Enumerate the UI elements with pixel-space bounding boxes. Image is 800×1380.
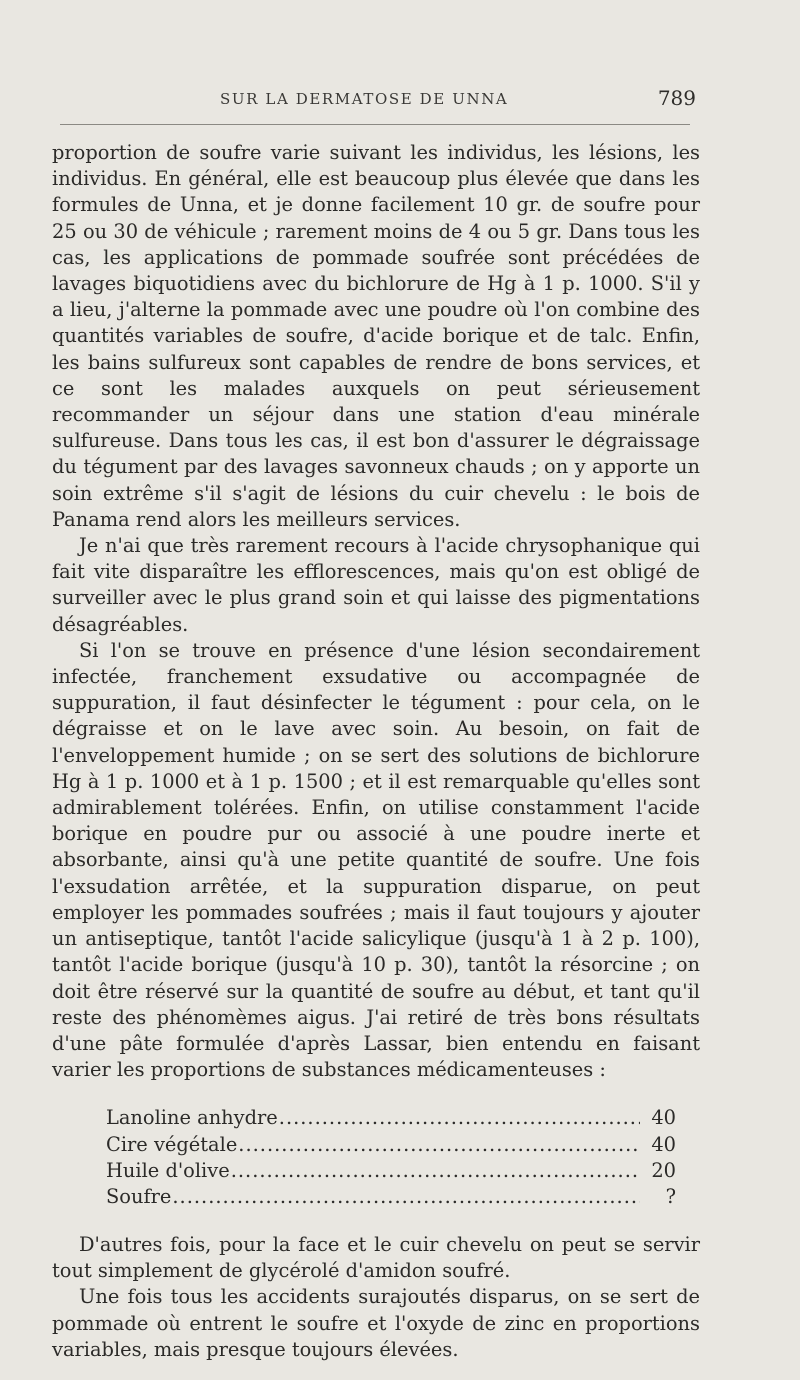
formula-quantity: 40 bbox=[651, 1106, 676, 1130]
page-header bbox=[52, 86, 696, 116]
formula-row bbox=[106, 1184, 676, 1210]
formula-quantity: 40 bbox=[651, 1132, 676, 1156]
paragraph: Si l'on se trouve en présence d'une lésion secondairement infectée, franchement exsudative ou accompagnée de suppuration, il faut désinfecter le tégument : pour cela, on le dégraisse et on le lave avec soin. Au besoin, on fait de l'enveloppement humide ; on se sert des solutions de bichlorure Hg à 1 p. 1000 et à 1 p. 1500 ; et il est remarquable qu'elles sont admirablement tolérées. Enfin, on utilise constamment l'acide borique en poudre pur ou associé à une poudre inerte et absorbante, ainsi qu'à une petite quantité de soufre. Une fois l'exsudation arrêtée, et la suppuration disparue, on peut employer les pommades soufrées ; mais il faut toujours y ajouter un antiseptique, tantôt l'acide salicylique (jusqu'à 1 à 2 p. 100), tantôt l'acide borique (jusqu'à 10 p. 30), tantôt la résorcine ; on doit être réservé sur la quantité de soufre au début, et tant qu'il reste des phénomèmes aigus. J'ai retiré de très bons résultats d'une pâte formulée d'après Lassar, bien entendu en faisant varier les proportions de substances médicamenteuses : bbox=[52, 638, 700, 1082]
formula-row bbox=[106, 1158, 676, 1184]
leader-dots bbox=[279, 1105, 640, 1131]
paragraph: Je n'ai que très rarement recours à l'acide chrysophanique qui fait vite disparaître les efflorescences, mais qu'on est obligé de surveiller avec le plus grand soin et qui laisse des pigmentations désagréables. bbox=[52, 534, 700, 636]
paragraph: Une fois tous les accidents surajoutés disparus, on se sert de pommade où entrent le soufre et l'oxyde de zinc en proportions variables, mais presque toujours élevées. bbox=[52, 1285, 700, 1361]
paragraph: D'autres fois, pour la face et le cuir chevelu on peut se servir tout simplement de glycérolé d'amidon soufré. bbox=[52, 1233, 700, 1283]
formula-quantity: 20 bbox=[651, 1158, 676, 1182]
header-rule bbox=[60, 124, 690, 125]
formula-ingredient: Cire végétale bbox=[106, 1132, 238, 1156]
page-number: 789 bbox=[657, 86, 696, 110]
leader-dots bbox=[231, 1158, 640, 1184]
formula-table bbox=[106, 1105, 676, 1210]
formula-row bbox=[106, 1105, 676, 1131]
formula-row bbox=[106, 1132, 676, 1158]
formula-ingredient: Lanoline anhydre bbox=[106, 1106, 278, 1130]
leader-dots bbox=[238, 1132, 640, 1158]
paragraph-continued: proportion de soufre varie suivant les individus, les lésions, les individus. En général, elle est beaucoup plus élevée que dans les formules de Unna, et je donne facilement 10 gr. de soufre pour 25 ou 30 de véhicule ; rarement moins de 4 ou 5 gr. Dans tous les cas, les applications de pommade soufrée sont précédées de lavages biquotidiens avec du bichlorure de Hg à 1 p. 1000. S'il y a lieu, j'alterne la pommade avec une poudre où l'on combine des quantités variables de soufre, d'acide borique et de talc. Enfin, les bains sulfureux sont capables de rendre de bons services, et ce sont les malades auxquels on peut sérieusement recommander un séjour dans une station d'eau minérale sulfureuse. Dans tous les cas, il est bon d'assurer le dégraissage du tégument par des lavages savonneux chauds ; on y apporte un soin extrême s'il s'agit de lésions du cuir chevelu : le bois de Panama rend alors les meilleurs services. bbox=[52, 141, 700, 531]
formula-quantity: ? bbox=[665, 1184, 676, 1208]
formula-ingredient: Soufre bbox=[106, 1184, 172, 1208]
body-text bbox=[52, 140, 700, 1363]
formula-ingredient: Huile d'olive bbox=[106, 1158, 230, 1182]
leader-dots bbox=[172, 1184, 640, 1210]
running-title: SUR LA DERMATOSE DE UNNA bbox=[220, 90, 509, 108]
